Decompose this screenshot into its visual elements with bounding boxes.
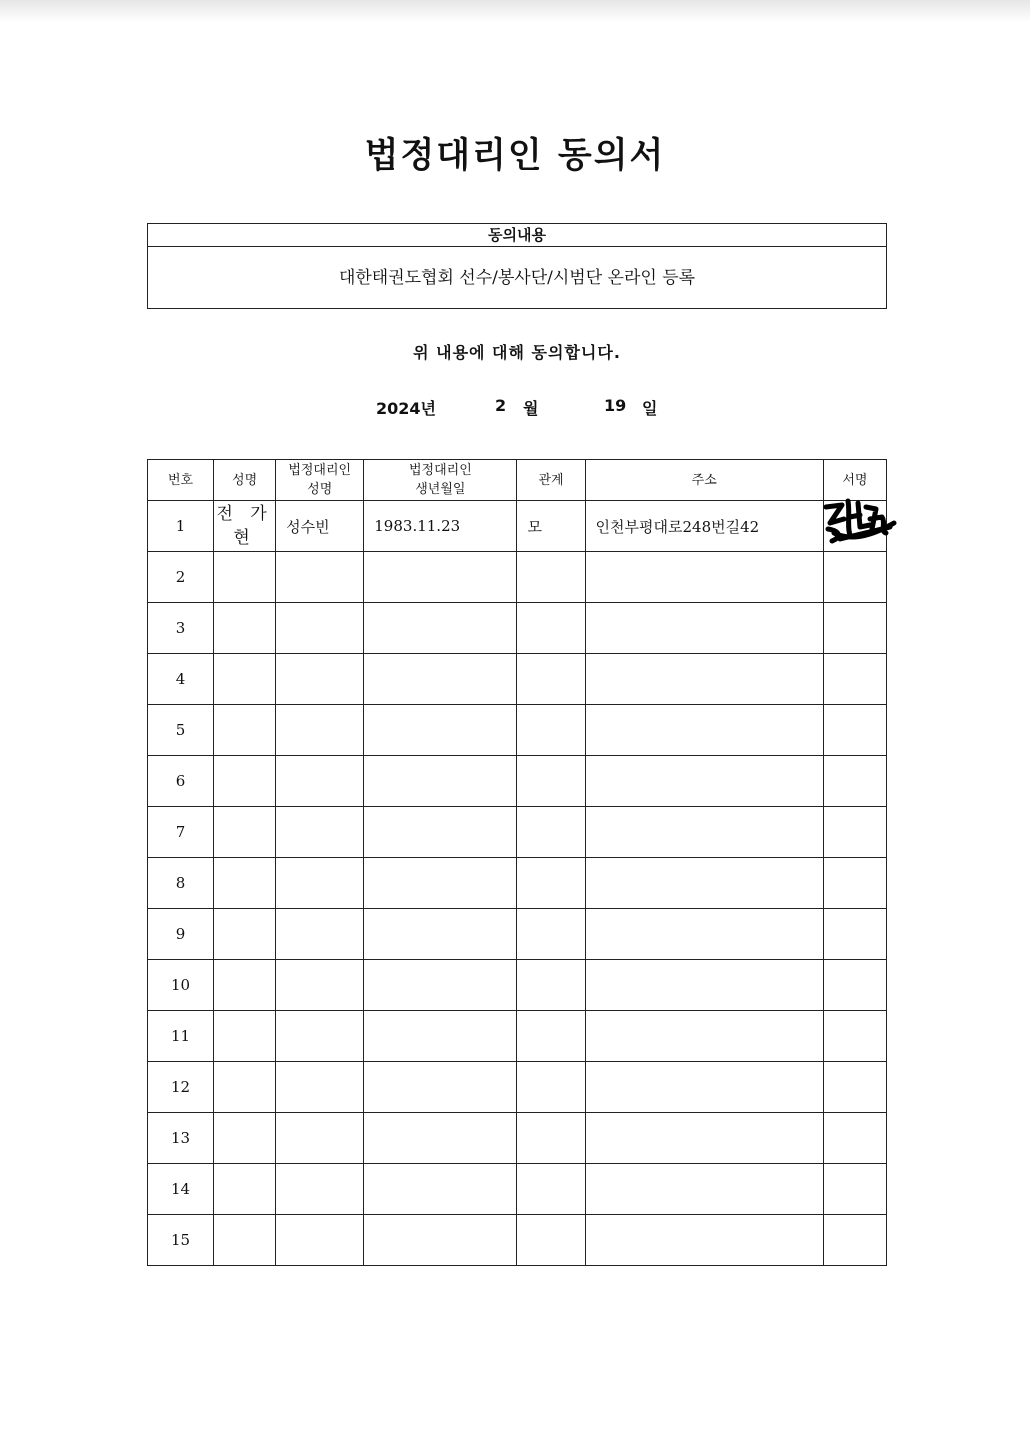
cell-relation <box>517 1113 585 1164</box>
cell-guardian-name <box>276 1215 364 1266</box>
cell-guardian-birth <box>364 960 517 1011</box>
cell-relation <box>517 1062 585 1113</box>
cell-address <box>585 909 823 960</box>
cell-relation <box>517 552 585 603</box>
consent-text: 대한태권도협회 선수/봉사단/시범단 온라인 등록 <box>338 268 696 288</box>
cell-guardian-name <box>276 552 364 603</box>
cell-guardian-birth <box>364 756 517 807</box>
cell-guardian-birth <box>364 1215 517 1266</box>
cell-signature <box>823 1011 886 1062</box>
cell-relation <box>517 960 585 1011</box>
table-row <box>148 807 887 858</box>
cell-guardian-name: 성수빈 <box>276 501 364 552</box>
table-row <box>148 756 887 807</box>
cell-number: 9 <box>148 909 214 960</box>
cell-name <box>214 909 276 960</box>
cell-address <box>585 1113 823 1164</box>
cell-guardian-name <box>276 807 364 858</box>
cell-guardian-name <box>276 654 364 705</box>
table-row <box>148 1062 887 1113</box>
signature-stroke <box>826 501 894 541</box>
cell-signature <box>823 603 886 654</box>
cell-guardian-birth <box>364 909 517 960</box>
consent-content-box <box>147 223 887 309</box>
header-guardian-birth <box>364 460 517 501</box>
cell-signature <box>823 1164 886 1215</box>
cell-guardian-birth <box>364 1113 517 1164</box>
cell-relation <box>517 1011 585 1062</box>
cell-signature <box>823 960 886 1011</box>
cell-number: 3 <box>148 603 214 654</box>
table-row <box>148 909 887 960</box>
cell-number: 12 <box>148 1062 214 1113</box>
handwritten-signature <box>820 493 898 551</box>
cell-guardian-birth <box>364 603 517 654</box>
cell-signature <box>823 807 886 858</box>
consent-header: 동의내용 <box>148 224 886 247</box>
cell-guardian-name <box>276 858 364 909</box>
cell-signature <box>823 501 886 552</box>
cell-guardian-name <box>276 705 364 756</box>
cell-number: 7 <box>148 807 214 858</box>
cell-guardian-birth <box>364 552 517 603</box>
viewer-top-shadow <box>0 0 1030 22</box>
cell-name <box>214 1215 276 1266</box>
cell-relation <box>517 705 585 756</box>
table-row <box>148 654 887 705</box>
cell-name <box>214 756 276 807</box>
cell-guardian-name <box>276 603 364 654</box>
date-month-unit: 월 <box>523 399 539 418</box>
cell-guardian-birth <box>364 654 517 705</box>
table-row <box>148 552 887 603</box>
cell-name <box>214 1062 276 1113</box>
header-guardian-name-line1: 법정대리인 <box>288 463 352 478</box>
cell-guardian-birth <box>364 807 517 858</box>
table-row <box>148 858 887 909</box>
table-row <box>148 1164 887 1215</box>
cell-guardian-birth: 1983.11.23 <box>364 501 517 552</box>
cell-guardian-name <box>276 960 364 1011</box>
date-day: 19 <box>604 396 627 415</box>
date-day-unit: 일 <box>642 399 658 418</box>
cell-name <box>214 807 276 858</box>
cell-guardian-name <box>276 1062 364 1113</box>
table-row <box>148 1113 887 1164</box>
agree-statement: 위 내용에 대해 동의합니다. <box>413 343 621 362</box>
cell-guardian-name <box>276 1011 364 1062</box>
table-row <box>148 1215 887 1266</box>
cell-relation <box>517 1215 585 1266</box>
cell-signature <box>823 1215 886 1266</box>
header-guardian-birth-line1: 법정대리인 <box>408 463 472 478</box>
header-guardian-name-line2: 성명 <box>307 482 333 497</box>
cell-number: 5 <box>148 705 214 756</box>
cell-number: 1 <box>148 501 214 552</box>
cell-guardian-birth <box>364 705 517 756</box>
cell-number: 4 <box>148 654 214 705</box>
header-address: 주소 <box>585 460 823 501</box>
cell-name: 전 가 현 <box>214 501 276 552</box>
cell-name <box>214 1164 276 1215</box>
cell-guardian-birth <box>364 1164 517 1215</box>
cell-address <box>585 1164 823 1215</box>
cell-address <box>585 807 823 858</box>
cell-signature <box>823 1062 886 1113</box>
table-row <box>148 1011 887 1062</box>
cell-address <box>585 705 823 756</box>
table-row <box>148 960 887 1011</box>
cell-guardian-name <box>276 1113 364 1164</box>
table-row <box>148 705 887 756</box>
consent-signature-table <box>147 459 887 1266</box>
cell-guardian-name <box>276 909 364 960</box>
cell-signature <box>823 705 886 756</box>
cell-number: 6 <box>148 756 214 807</box>
cell-relation <box>517 603 585 654</box>
cell-number: 11 <box>148 1011 214 1062</box>
cell-address <box>585 552 823 603</box>
cell-name <box>214 858 276 909</box>
cell-guardian-birth <box>364 858 517 909</box>
cell-relation: 모 <box>517 501 585 552</box>
cell-signature <box>823 552 886 603</box>
cell-number: 8 <box>148 858 214 909</box>
table-header-row <box>148 460 887 501</box>
cell-signature <box>823 756 886 807</box>
cell-number: 10 <box>148 960 214 1011</box>
cell-signature <box>823 654 886 705</box>
cell-address <box>585 756 823 807</box>
cell-guardian-name <box>276 756 364 807</box>
cell-relation <box>517 807 585 858</box>
header-guardian-birth-line2: 생년월일 <box>415 482 466 497</box>
cell-address <box>585 1062 823 1113</box>
cell-address <box>585 858 823 909</box>
cell-relation <box>517 858 585 909</box>
cell-relation <box>517 909 585 960</box>
cell-signature <box>823 858 886 909</box>
cell-relation <box>517 654 585 705</box>
cell-number: 15 <box>148 1215 214 1266</box>
cell-guardian-birth <box>364 1011 517 1062</box>
header-name: 성명 <box>214 460 276 501</box>
cell-address <box>585 603 823 654</box>
cell-name <box>214 705 276 756</box>
cell-name <box>214 1113 276 1164</box>
table-row <box>148 603 887 654</box>
cell-guardian-name <box>276 1164 364 1215</box>
cell-address <box>585 1215 823 1266</box>
date-year: 2024년 <box>376 399 436 418</box>
cell-signature <box>823 909 886 960</box>
cell-relation <box>517 1164 585 1215</box>
header-signature: 서명 <box>823 460 886 501</box>
cell-number: 2 <box>148 552 214 603</box>
cell-signature <box>823 1113 886 1164</box>
header-number: 번호 <box>148 460 214 501</box>
header-relation: 관계 <box>517 460 585 501</box>
header-guardian-name <box>276 460 364 501</box>
cell-name <box>214 1011 276 1062</box>
cell-name <box>214 960 276 1011</box>
cell-number: 14 <box>148 1164 214 1215</box>
cell-number: 13 <box>148 1113 214 1164</box>
cell-name <box>214 552 276 603</box>
cell-name <box>214 654 276 705</box>
cell-address <box>585 654 823 705</box>
cell-name <box>214 603 276 654</box>
cell-address <box>585 1011 823 1062</box>
date-month: 2 <box>495 396 507 415</box>
cell-relation <box>517 756 585 807</box>
cell-address: 인천부평대로248번길42 <box>585 501 823 552</box>
cell-guardian-birth <box>364 1062 517 1113</box>
table-row <box>148 501 887 552</box>
document-title: 법정대리인 동의서 <box>364 136 666 176</box>
cell-address <box>585 960 823 1011</box>
